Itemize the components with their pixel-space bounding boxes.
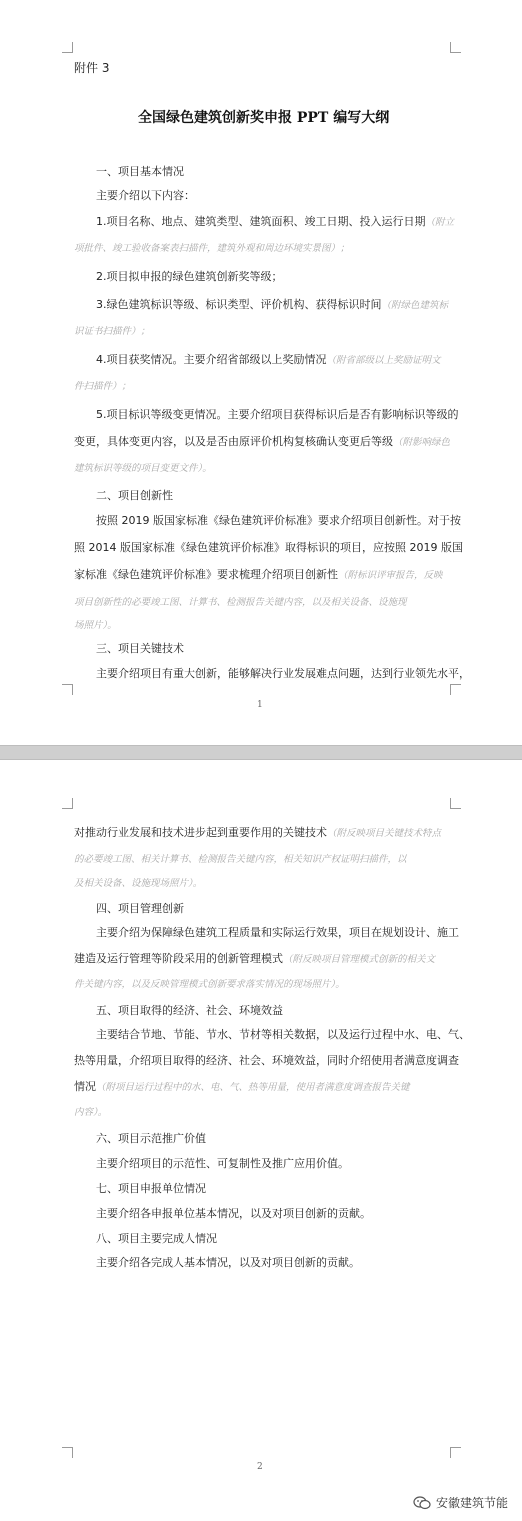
- section-heading: 五、项目取得的经济、社会、环境效益: [96, 1004, 283, 1017]
- section-heading: 二、项目创新性: [96, 489, 173, 502]
- page-separator: [0, 745, 522, 760]
- list-item: 2.项目拟申报的绿色建筑创新奖等级；: [96, 270, 283, 283]
- document-page-2: [0, 760, 522, 1521]
- paragraph-line: 主要结合节地、节能、节水、节材等相关数据，以及运行过程中水、电、气、: [96, 1028, 470, 1041]
- section-heading: 四、项目管理创新: [96, 902, 184, 915]
- crop-mark: [62, 798, 73, 809]
- attachment-note: 场照片）。: [74, 620, 117, 631]
- attachment-note: 内容）。: [74, 1107, 108, 1118]
- wechat-icon: [413, 1496, 431, 1510]
- section-heading: 八、项目主要完成人情况: [96, 1232, 217, 1245]
- paragraph-line: 主要介绍为保障绿色建筑工程质量和实际运行效果，项目在规划设计、施工: [96, 926, 459, 939]
- paragraph-line: 照 2014 版国家标准《绿色建筑评价标准》取得标识的项目，应按照 2019 版国: [74, 541, 463, 554]
- attachment-note: 建筑标识等级的项目变更文件）。: [74, 463, 212, 474]
- paragraph-line: 主要介绍各申报单位基本情况，以及对项目创新的贡献。: [96, 1207, 371, 1220]
- watermark-text: 安徽建筑节能: [435, 1496, 508, 1510]
- attachment-note: 识证书扫描件）；: [74, 326, 151, 337]
- paragraph-line: 主要介绍项目的示范性、可复制性及推广应用价值。: [96, 1157, 349, 1170]
- paragraph-line: 热等用量，介绍项目取得的经济、社会、环境效益，同时介绍使用者满意度调查: [74, 1054, 459, 1067]
- section-heading: 七、项目申报单位情况: [96, 1182, 206, 1195]
- crop-mark: [62, 684, 73, 695]
- attachment-note: 及相关设备、设施现场照片）。: [74, 878, 203, 889]
- attachment-note: 项目创新性的必要竣工图、计算书、检测报告关键内容，以及相关设备、设施现: [74, 597, 407, 608]
- paragraph-line: 家标准《绿色建筑评价标准》要求梳理介绍项目创新性（附标识评审报告，反映: [74, 568, 443, 581]
- attachment-note: 项批件、竣工验收备案表扫描件，建筑外观和周边环境实景图）；: [74, 243, 350, 254]
- crop-mark: [450, 42, 461, 53]
- list-item: 5.项目标识等级变更情况。主要介绍项目获得标识后是否有影响标识等级的: [96, 408, 459, 421]
- crop-mark: [450, 684, 461, 695]
- paragraph-line: 主要介绍项目有重大创新，能够解决行业发展难点问题，达到行业领先水平，: [96, 667, 470, 680]
- list-item: 4.项目获奖情况。主要介绍省部级以上奖励情况（附省部级以上奖励证明文: [96, 353, 441, 366]
- attachment-label: 附件 3: [74, 61, 110, 75]
- paragraph-line: 变更，具体变更内容，以及是否由原评价机构复核确认变更后等级（附影响绿色: [74, 435, 451, 448]
- page-number: 2: [257, 1462, 263, 1472]
- document-page-1: [0, 0, 522, 745]
- attachment-note: 件扫描件）；: [74, 381, 132, 392]
- crop-mark: [62, 42, 73, 53]
- paragraph-line: 主要介绍以下内容：: [96, 189, 195, 202]
- section-heading: 一、项目基本情况: [96, 165, 184, 178]
- document-title: 全国绿色建筑创新奖申报 PPT 编写大纲: [138, 110, 390, 126]
- paragraph-line: 主要介绍各完成人基本情况，以及对项目创新的贡献。: [96, 1256, 360, 1269]
- paragraph-line: 情况（附项目运行过程中的水、电、气、热等用量，使用者满意度调查报告关键: [74, 1080, 410, 1093]
- page-number: 1: [257, 700, 263, 710]
- watermark: [413, 1494, 508, 1511]
- list-item: 1.项目名称、地点、建筑类型、建筑面积、竣工日期、投入运行日期（附立: [96, 215, 455, 228]
- paragraph-line: 对推动行业发展和技术进步起到重要作用的关键技术（附反映项目关键技术特点: [74, 826, 442, 839]
- crop-mark: [450, 1447, 461, 1458]
- paragraph-line: 按照 2019 版国家标准《绿色建筑评价标准》要求介绍项目创新性。对于按: [96, 514, 461, 527]
- section-heading: 三、项目关键技术: [96, 642, 184, 655]
- list-item: 3.绿色建筑标识等级、标识类型、评价机构、获得标识时间（附绿色建筑标: [96, 298, 449, 311]
- attachment-note: 的必要竣工图、相关计算书、检测报告关键内容，相关知识产权证明扫描件，以: [74, 854, 407, 865]
- crop-mark: [450, 798, 461, 809]
- crop-mark: [62, 1447, 73, 1458]
- paragraph-line: 建造及运行管理等阶段采用的创新管理模式（附反映项目管理模式创新的相关文: [74, 952, 436, 965]
- attachment-note: 件关键内容，以及反映管理模式创新要求落实情况的现场照片）。: [74, 979, 345, 990]
- section-heading: 六、项目示范推广价值: [96, 1132, 206, 1145]
